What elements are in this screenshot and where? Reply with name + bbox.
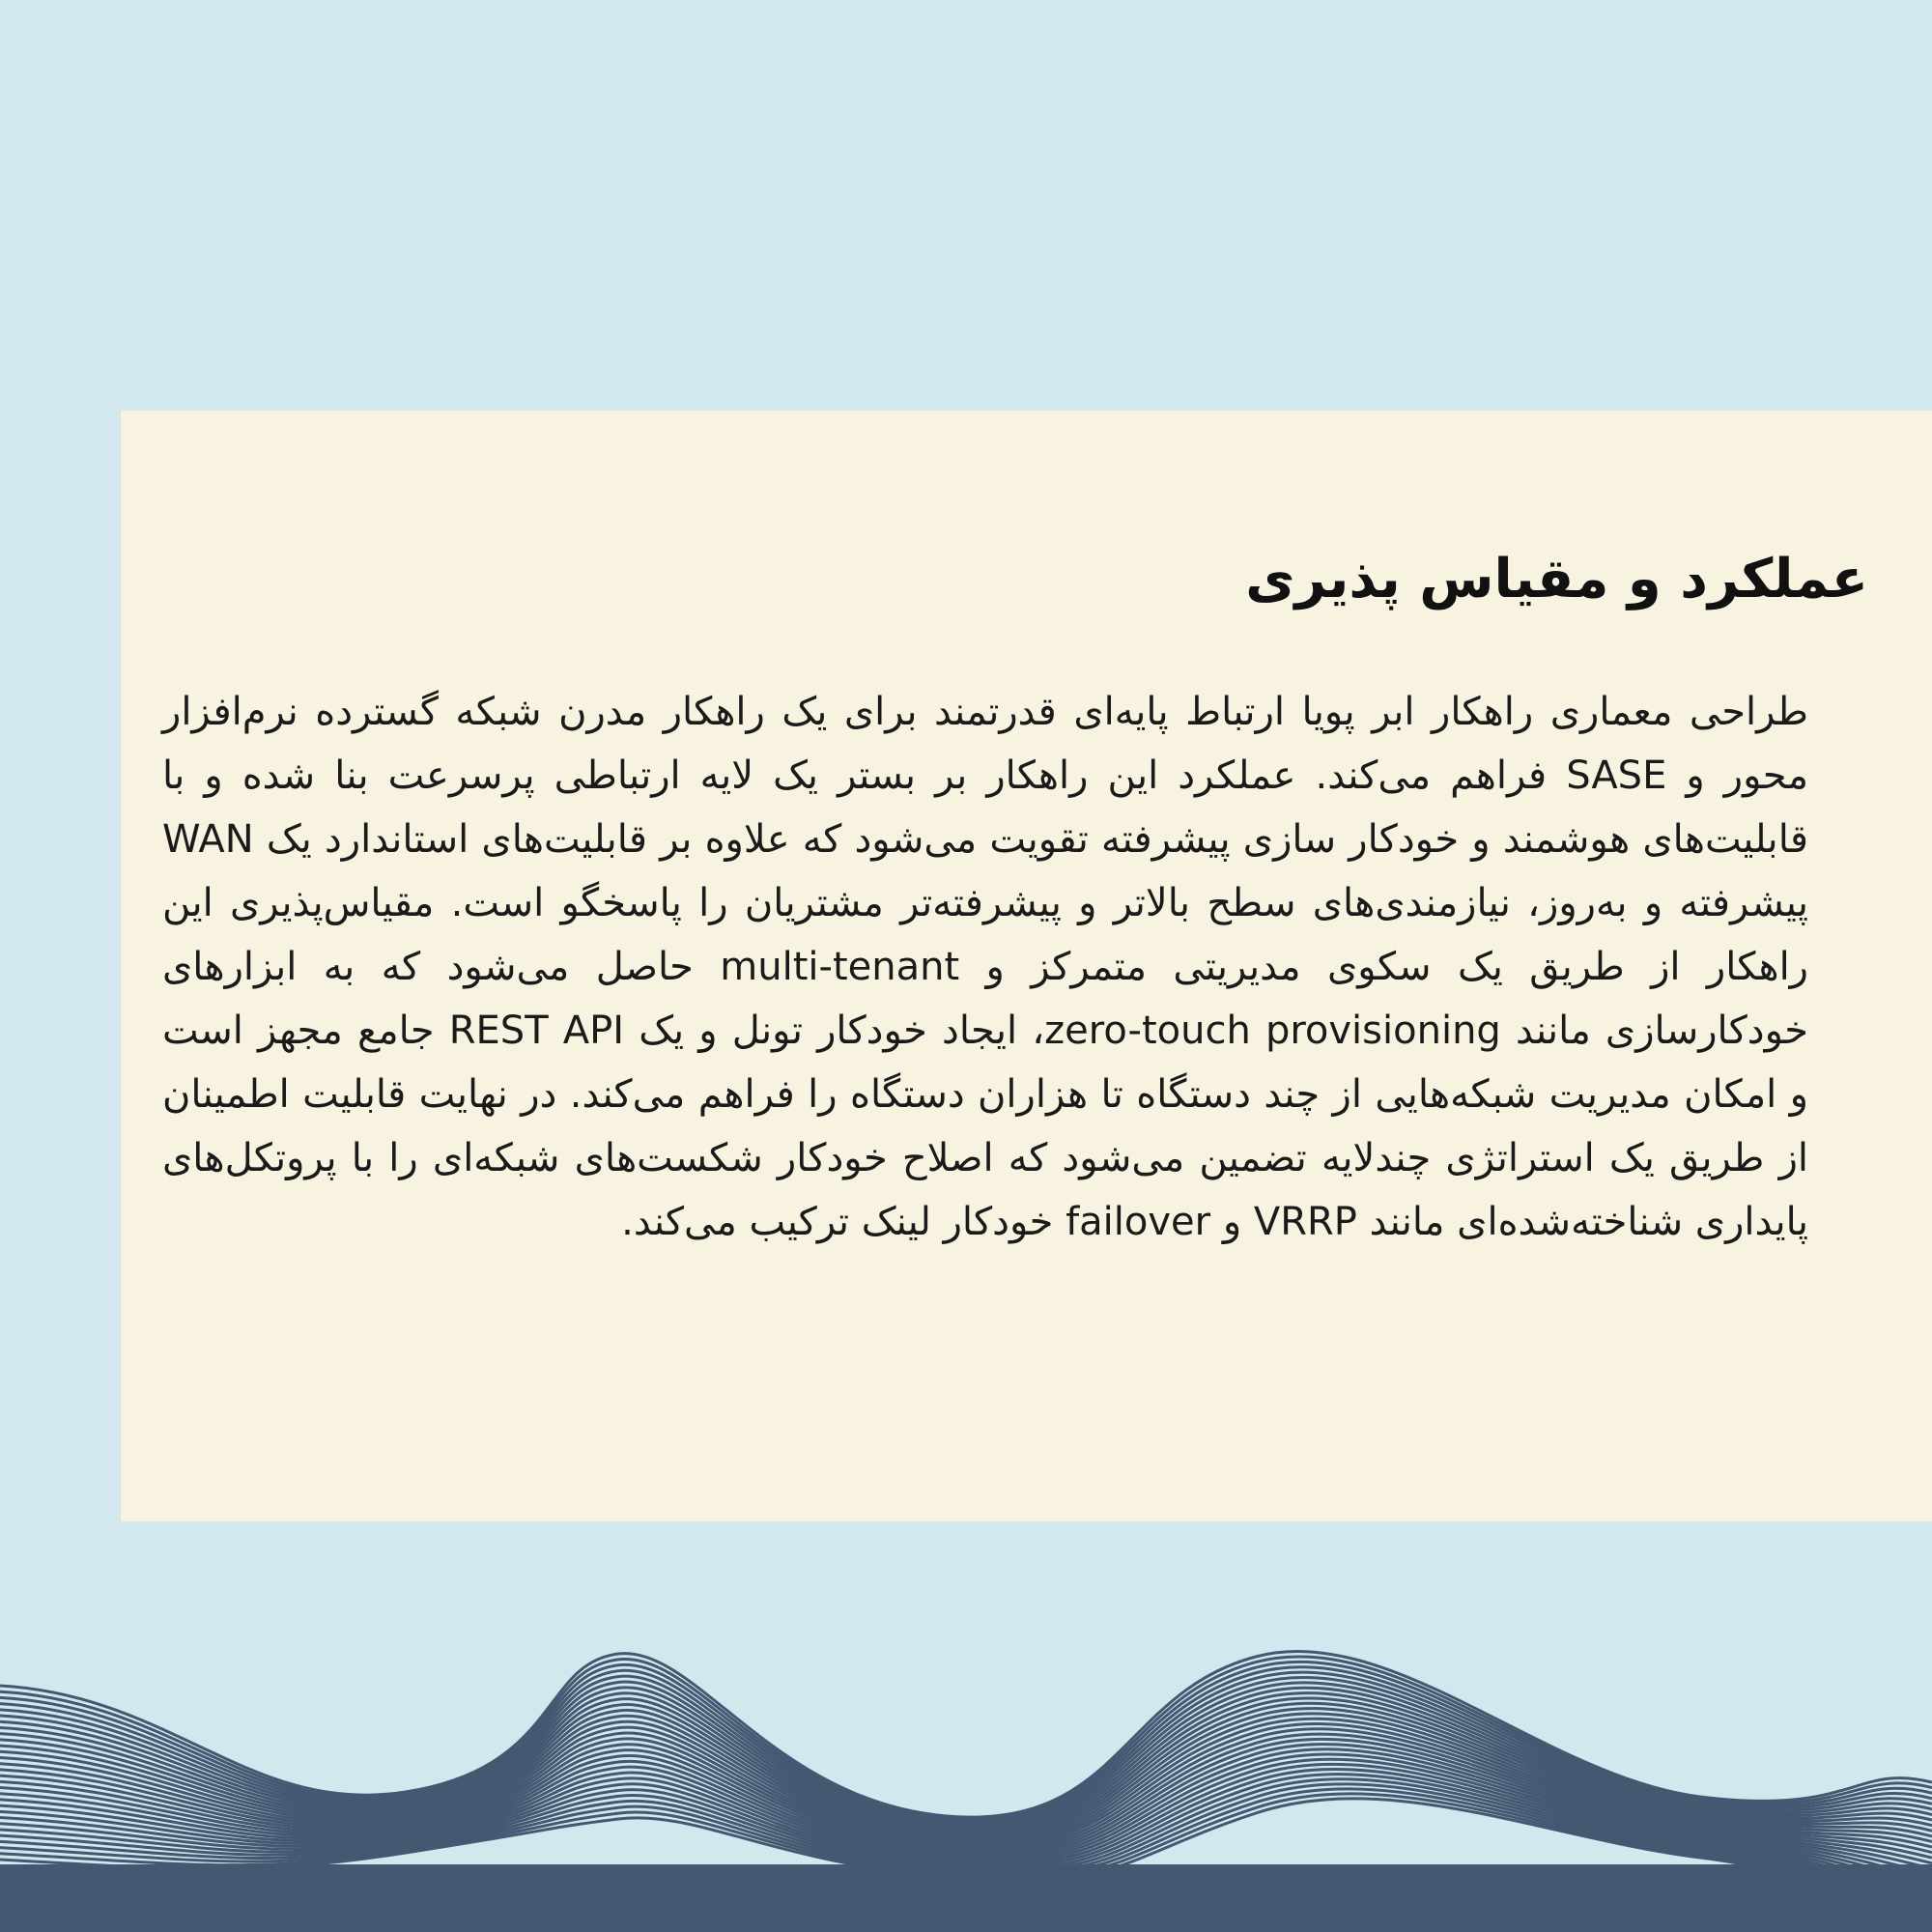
slide-body-paragraph: طراحی معماری راهکار ابر پویا ارتباط پایه‌ای قدرتمند برای یک راهکار مدرن شبکه گسترده نرم‌افزار محور و SASE فراهم می‌کند. عملکرد این راهکار بر بستر یک لایه ارتباطی پرسرعت بنا شده و با قابلیت‌های هوشمند و خودکار سازی پیشرفته تقویت می‌شود که علاوه بر قابلیت‌های استاندارد یک WAN پیشرفته و به‌روز، نیازمندی‌های سطح بالاتر و پیشرفته‌تر مشتریان را پاسخگو است. مقیاس‌پذیری این راهکار از طریق یک سکوی مدیریتی متمرکز و multi-tenant حاصل می‌شود که به ابزارهای خودکارسازی مانند zero-touch provisioning، ایجاد خودکار تونل و یک REST API جامع مجهز است و امکان مدیریت شبکه‌هایی از چند دستگاه تا هزاران دستگاه را فراهم می‌کند. در نهایت قابلیت اطمینان از طریق یک استراتژی چندلایه تضمین می‌شود که اصلاح خودکار شکست‌های شبکه‌ای را با پروتکل‌های پایداری شناخته‌شده‌ای مانند VRRP و failover خودکار لینک ترکیب می‌کند. xyxy=(162,690,1808,1244)
slide-title: عملکرد و مقیاس پذیری xyxy=(1245,548,1868,611)
